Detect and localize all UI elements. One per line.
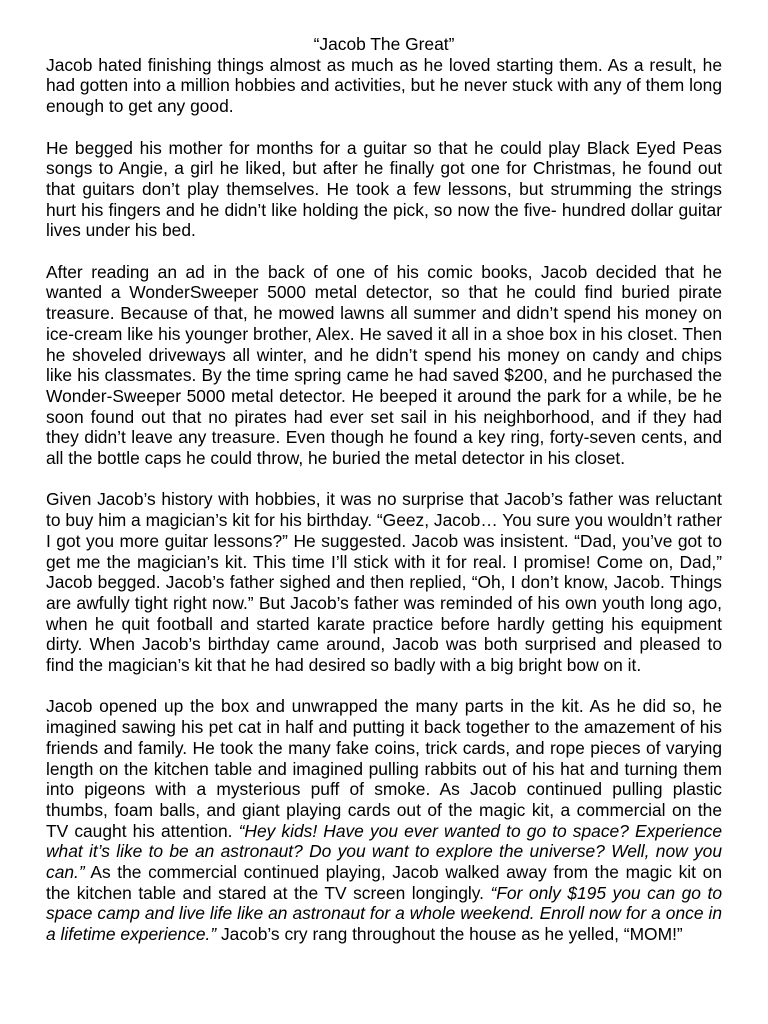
paragraph-5 <box>46 696 722 944</box>
paragraph-1: Jacob hated finishing things almost as much as he loved starting them. As a result, he had gotten into a million hobbies and activities, but he never stuck with any of them long enough to get any good. <box>46 54 722 117</box>
commercial-quote-2: “For only $195 you can go to space camp and live life like an astronaut for a whole weekend. Enroll now for a once in a lifetime experience.” <box>46 882 723 945</box>
paragraph-4: Given Jacob’s history with hobbies, it was no surprise that Jacob’s father was reluctant to buy him a magician’s kit for his birthday. “Geez, Jacob… You sure you wouldn’t rather I got you more guitar lessons?” He suggested. Jacob was insistent. “Dad, you’ve got to get me the magician’s kit. This time I’ll stick with it for real. I promise! Come on, Dad,” Jacob begged. Jacob’s father sighed and then replied, “Oh, I don’t know, Jacob. Things are awfully tight right now.” But Jacob’s father was reminded of his own youth long ago, when he quit football and started karate practice before hardly getting his equipment dirty. When Jacob’s birthday came around, Jacob was both surprised and pleased to find the magician’s kit that he had desired so badly with a big bright bow on it. <box>46 489 722 676</box>
document-title: “Jacob The Great” <box>313 34 455 54</box>
paragraph-5-text-1: Jacob opened up the box and unwrapped the many parts in the kit. As he did so, he imagined sawing his pet cat in half and putting it back together to the amazement of his friends and family. He took the many fake coins, trick cards, and rope pieces of varying length on the kitchen table and imagined pulling rabbits out of his hat and turning them into pigeons with a mysterious puff of smoke. As Jacob continued pulling plastic thumbs, foam balls, and giant playing cards out of the magic kit, a commercial on the TV caught his attention. <box>46 696 722 841</box>
document-page <box>46 34 722 945</box>
paragraph-2: He begged his mother for months for a guitar so that he could play Black Eyed Peas songs to Angie, a girl he liked, but after he finally got one for Christmas, he found out that guitars don’t play themselves. He took a few lessons, but strumming the strings hurt his fingers and he didn’t like holding the pick, so now the five- hundred dollar guitar lives under his bed. <box>46 137 722 241</box>
commercial-quote-1: “Hey kids! Have you ever wanted to go to space? Experience what it’s like to be an astronaut? Do you want to explore the universe? Well, now you can.” <box>46 820 722 883</box>
paragraph-3: After reading an ad in the back of one of his comic books, Jacob decided that he wanted a WonderSweeper 5000 metal detector, so that he could find buried pirate treasure. Because of that, he mowed lawns all summer and didn’t spend his money on ice-cream like his younger brother, Alex. He saved it all in a shoe box in his closet. Then he shoveled driveways all winter, and he didn’t spend his money on candy and chips like his classmates. By the time spring came he had saved $200, and he purchased the Wonder-Sweeper 5000 metal detector. He beeped it around the park for a while, be he soon found out that no pirates had ever set sail in his neighborhood, and if they had they didn’t leave any treasure. Even though he found a key ring, forty-seven cents, and all the bottle caps he could throw, he buried the metal detector in his closet. <box>46 261 722 469</box>
paragraph-5-text-2: As the commercial continued playing, Jacob walked away from the magic kit on the kitchen table and stared at the TV screen longingly. <box>46 862 722 903</box>
paragraph-5-text-3: Jacob’s cry rang throughout the house as he yelled, “MOM!” <box>216 924 683 945</box>
